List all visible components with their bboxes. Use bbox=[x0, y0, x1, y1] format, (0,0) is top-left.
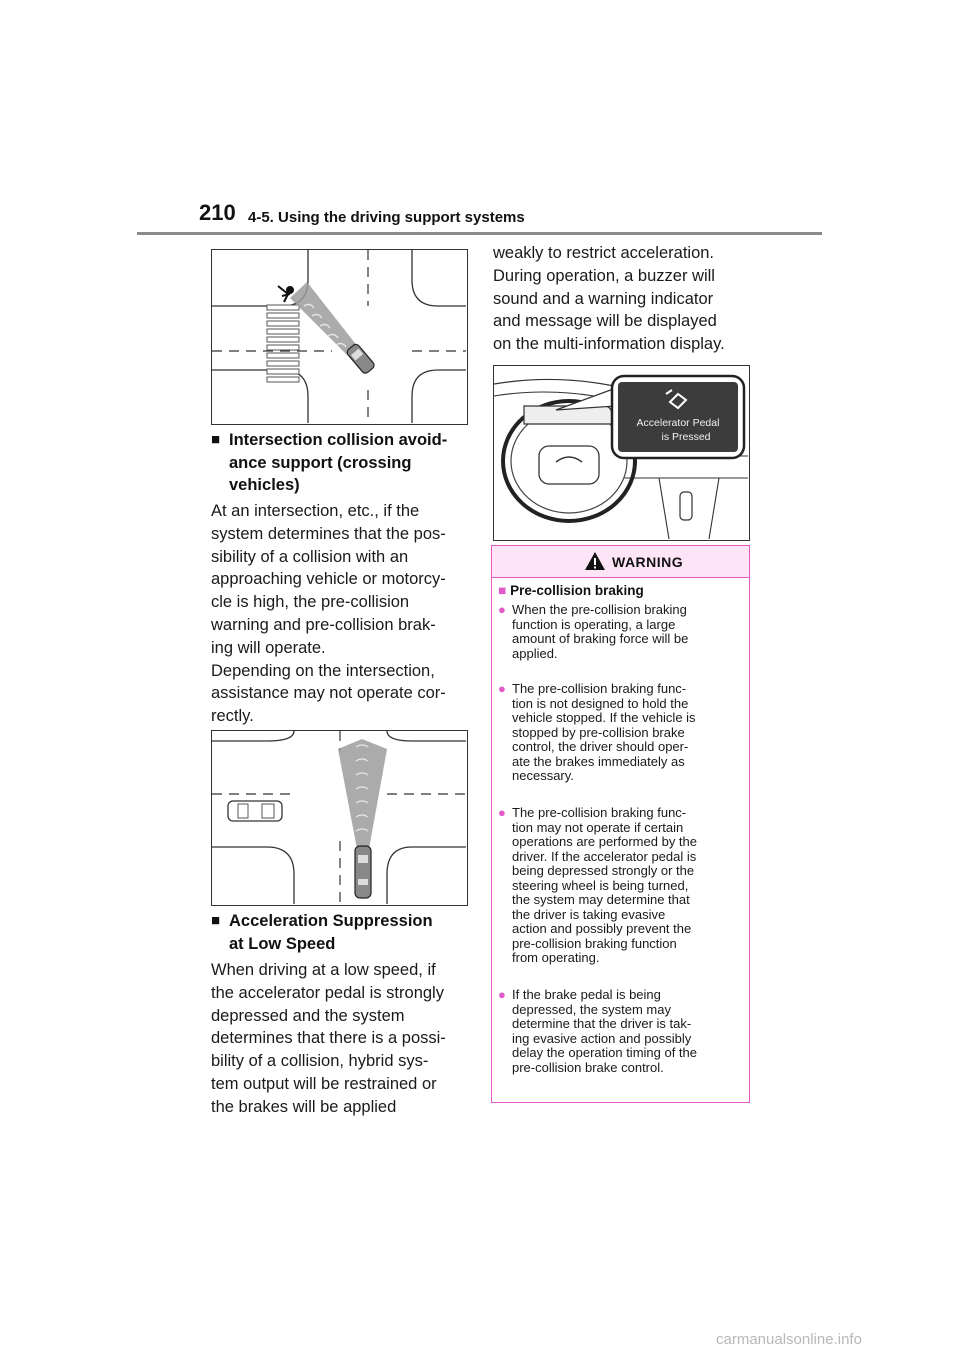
watermark: carmanualsonline.info bbox=[716, 1331, 862, 1348]
acceleration-suppression-continued: weakly to restrict acceleration. During operation, a buzzer will sound and a warning indicator and message will be displayed on the multi-information display. bbox=[493, 244, 725, 354]
warning-title: WARNING bbox=[612, 554, 684, 570]
circle-bullet-icon: ● bbox=[498, 602, 506, 617]
warning-triangle-icon bbox=[584, 551, 606, 571]
square-bullet-icon: ■ bbox=[498, 583, 507, 598]
header-rule bbox=[137, 232, 822, 235]
display-message-line-1: Accelerator Pedal bbox=[636, 417, 720, 429]
heading-acceleration-suppression: ■ Acceleration Suppression at Low Speed bbox=[211, 912, 433, 953]
intersection-diagram-1 bbox=[212, 250, 466, 423]
display-message-line-2: is Pressed bbox=[661, 431, 711, 443]
dashboard-diagram bbox=[494, 366, 748, 539]
warning-header bbox=[492, 546, 749, 578]
heading-intersection-collision: ■ Intersection collision avoid- ance support (crossing vehicles) bbox=[211, 431, 448, 494]
circle-bullet-icon: ● bbox=[498, 987, 506, 1002]
intersection-diagram-2 bbox=[212, 731, 466, 904]
intersection-description: At an intersection, etc., if the system determines that the pos- sibility of a collision with an approaching vehicle or motorcy- cle is high, the pre-collision warning and pre-collision brak- ing will operate. Depending on the intersection, assistance may not operate cor- rectly. bbox=[211, 502, 446, 726]
dashboard-display-illustration bbox=[493, 365, 750, 541]
page-number: 210 bbox=[199, 200, 236, 225]
square-bullet-icon: ■ bbox=[211, 912, 221, 929]
section-title: 4-5. Using the driving support systems bbox=[248, 209, 525, 226]
warning-subheading: ■ Pre-collision braking bbox=[498, 583, 644, 598]
circle-bullet-icon: ● bbox=[498, 681, 506, 696]
pedestrian-detection-illustration bbox=[211, 249, 468, 425]
acceleration-suppression-description: When driving at a low speed, if the accelerator pedal is strongly depressed and the system determines that there is a possi- bility of a collision, hybrid sys- tem output will be restrained or the brakes will be applied bbox=[211, 961, 446, 1116]
circle-bullet-icon: ● bbox=[498, 805, 506, 820]
square-bullet-icon: ■ bbox=[211, 431, 221, 448]
warning-box: WARNING ■ Pre-collision braking ● When the pre-collision braking function is operating, a large amount of braking force will be applied. ● The pre-collision braking func- tion is not designed to hold the vehicle stopped. If the vehicle is stopped by pre-collision brake control, the driver should oper- ate the brakes immediately as necessary. ● The pre-collision braking func- tion may not operate if certain operations are performed by the driver. If the accelerator pedal is being depressed strongly or the steering wheel is being turned, the system may determine that the driver is taking evasive action and possibly prevent the pre-collision braking function from operating. ● If the brake pedal is being depressed, the system may determine that the driver is tak- ing evasive action and possibly delay the operation timing of the pre-collision brake control. bbox=[491, 545, 750, 1103]
crossing-vehicle-illustration bbox=[211, 730, 468, 906]
